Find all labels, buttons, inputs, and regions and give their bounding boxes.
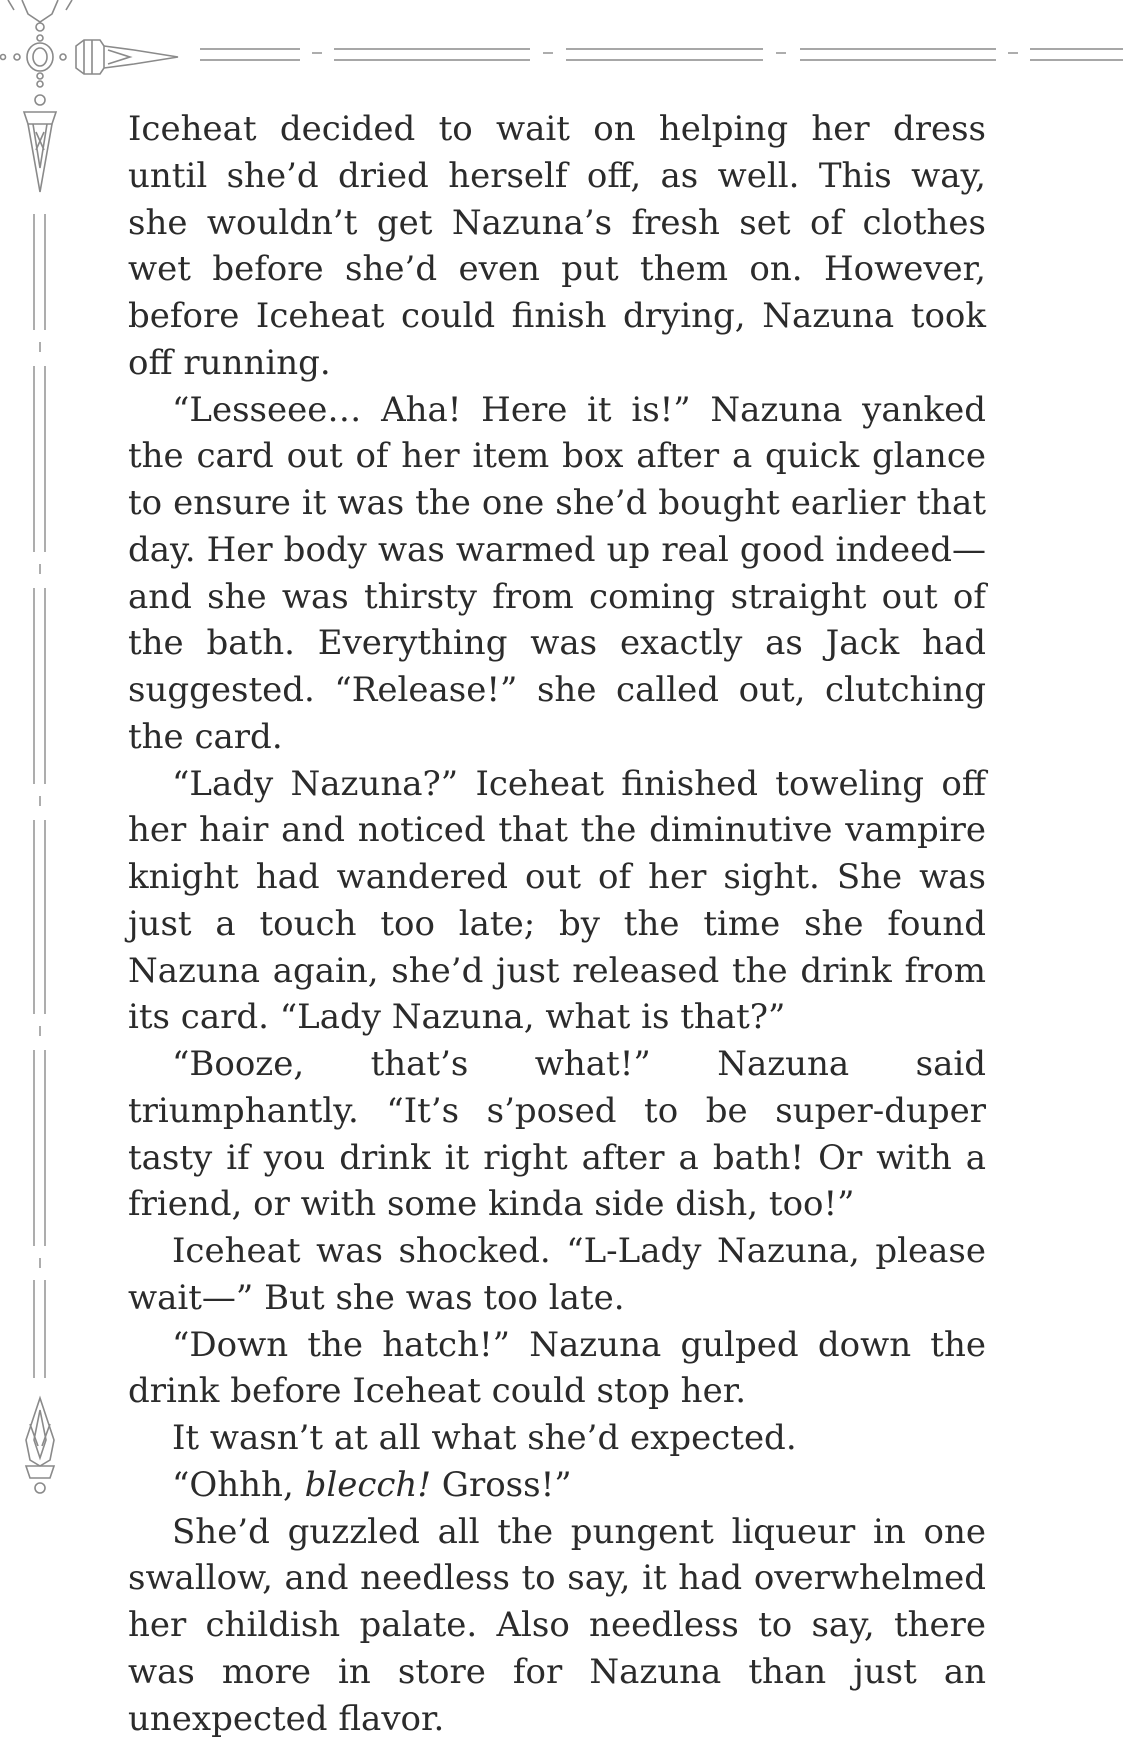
- paragraph-text: “Ohhh,: [172, 1465, 305, 1505]
- paragraph: [128, 1509, 986, 1742]
- paragraph: [128, 1041, 986, 1228]
- paragraph-text: She’d guzzled all the pungent liqueur in one swallow, and needless to say, it had overwhelmed her childish palate. Also needless to say, there was more in store for Nazuna than just an unexpected flavor.: [128, 1512, 986, 1739]
- paragraph-text: Iceheat was shocked. “L-Lady Nazuna, please wait—” But she was too late.: [128, 1231, 986, 1318]
- paragraph-text: It wasn’t at all what she’d expected.: [172, 1418, 797, 1458]
- paragraph-text: Iceheat decided to wait on helping her dress until she’d dried herself off, as well. This way, she wouldn’t get Nazuna’s fresh set of clothes wet before she’d even put them on. However, before Iceheat could finish drying, Nazuna took off running.: [128, 109, 986, 383]
- italic-text: blecch!: [305, 1465, 431, 1505]
- paragraph: [128, 106, 986, 387]
- paragraph-text: “Lady Nazuna?” Iceheat finished toweling off her hair and noticed that the diminutive vampire knight had wandered out of her sight. She was just a touch too late; by the time she found Nazuna again, she’d just released the drink from its card. “Lady Nazuna, what is that?”: [128, 764, 986, 1038]
- paragraph: [128, 1462, 986, 1509]
- sword-ornament-icon: [1, 35, 179, 79]
- paragraph-text: “Booze, that’s what!” Nazuna said triumphantly. “It’s s’posed to be super-duper tasty if you drink it right after a bath! Or with a friend, or with some kinda side dish, too!”: [128, 1044, 986, 1224]
- paragraph-text: “Lesseee… Aha! Here it is!” Nazuna yanked the card out of her item box after a quick glance to ensure it was the one she’d bought earlier that day. Her body was warmed up real good indeed—and she was thirsty from coming straight out of the bath. Everything was exactly as Jack had suggested. “Release!” she called out, clutching the card.: [128, 390, 986, 757]
- paragraph: [128, 1415, 986, 1462]
- paragraph-text: “Down the hatch!” Nazuna gulped down the drink before Iceheat could stop her.: [128, 1325, 986, 1412]
- left-divider-lines: [34, 214, 45, 1378]
- body-text: [128, 106, 986, 1742]
- paragraph-text: Gross!”: [431, 1465, 572, 1505]
- top-divider-lines: [200, 49, 1123, 60]
- paragraph: [128, 1322, 986, 1416]
- crystal-flame-icon: [26, 1398, 54, 1493]
- paragraph: [128, 761, 986, 1042]
- corner-crystal-icon: [8, 0, 72, 31]
- paragraph: [128, 387, 986, 761]
- paragraph: [128, 1228, 986, 1322]
- crystal-pendant-icon: [24, 81, 56, 192]
